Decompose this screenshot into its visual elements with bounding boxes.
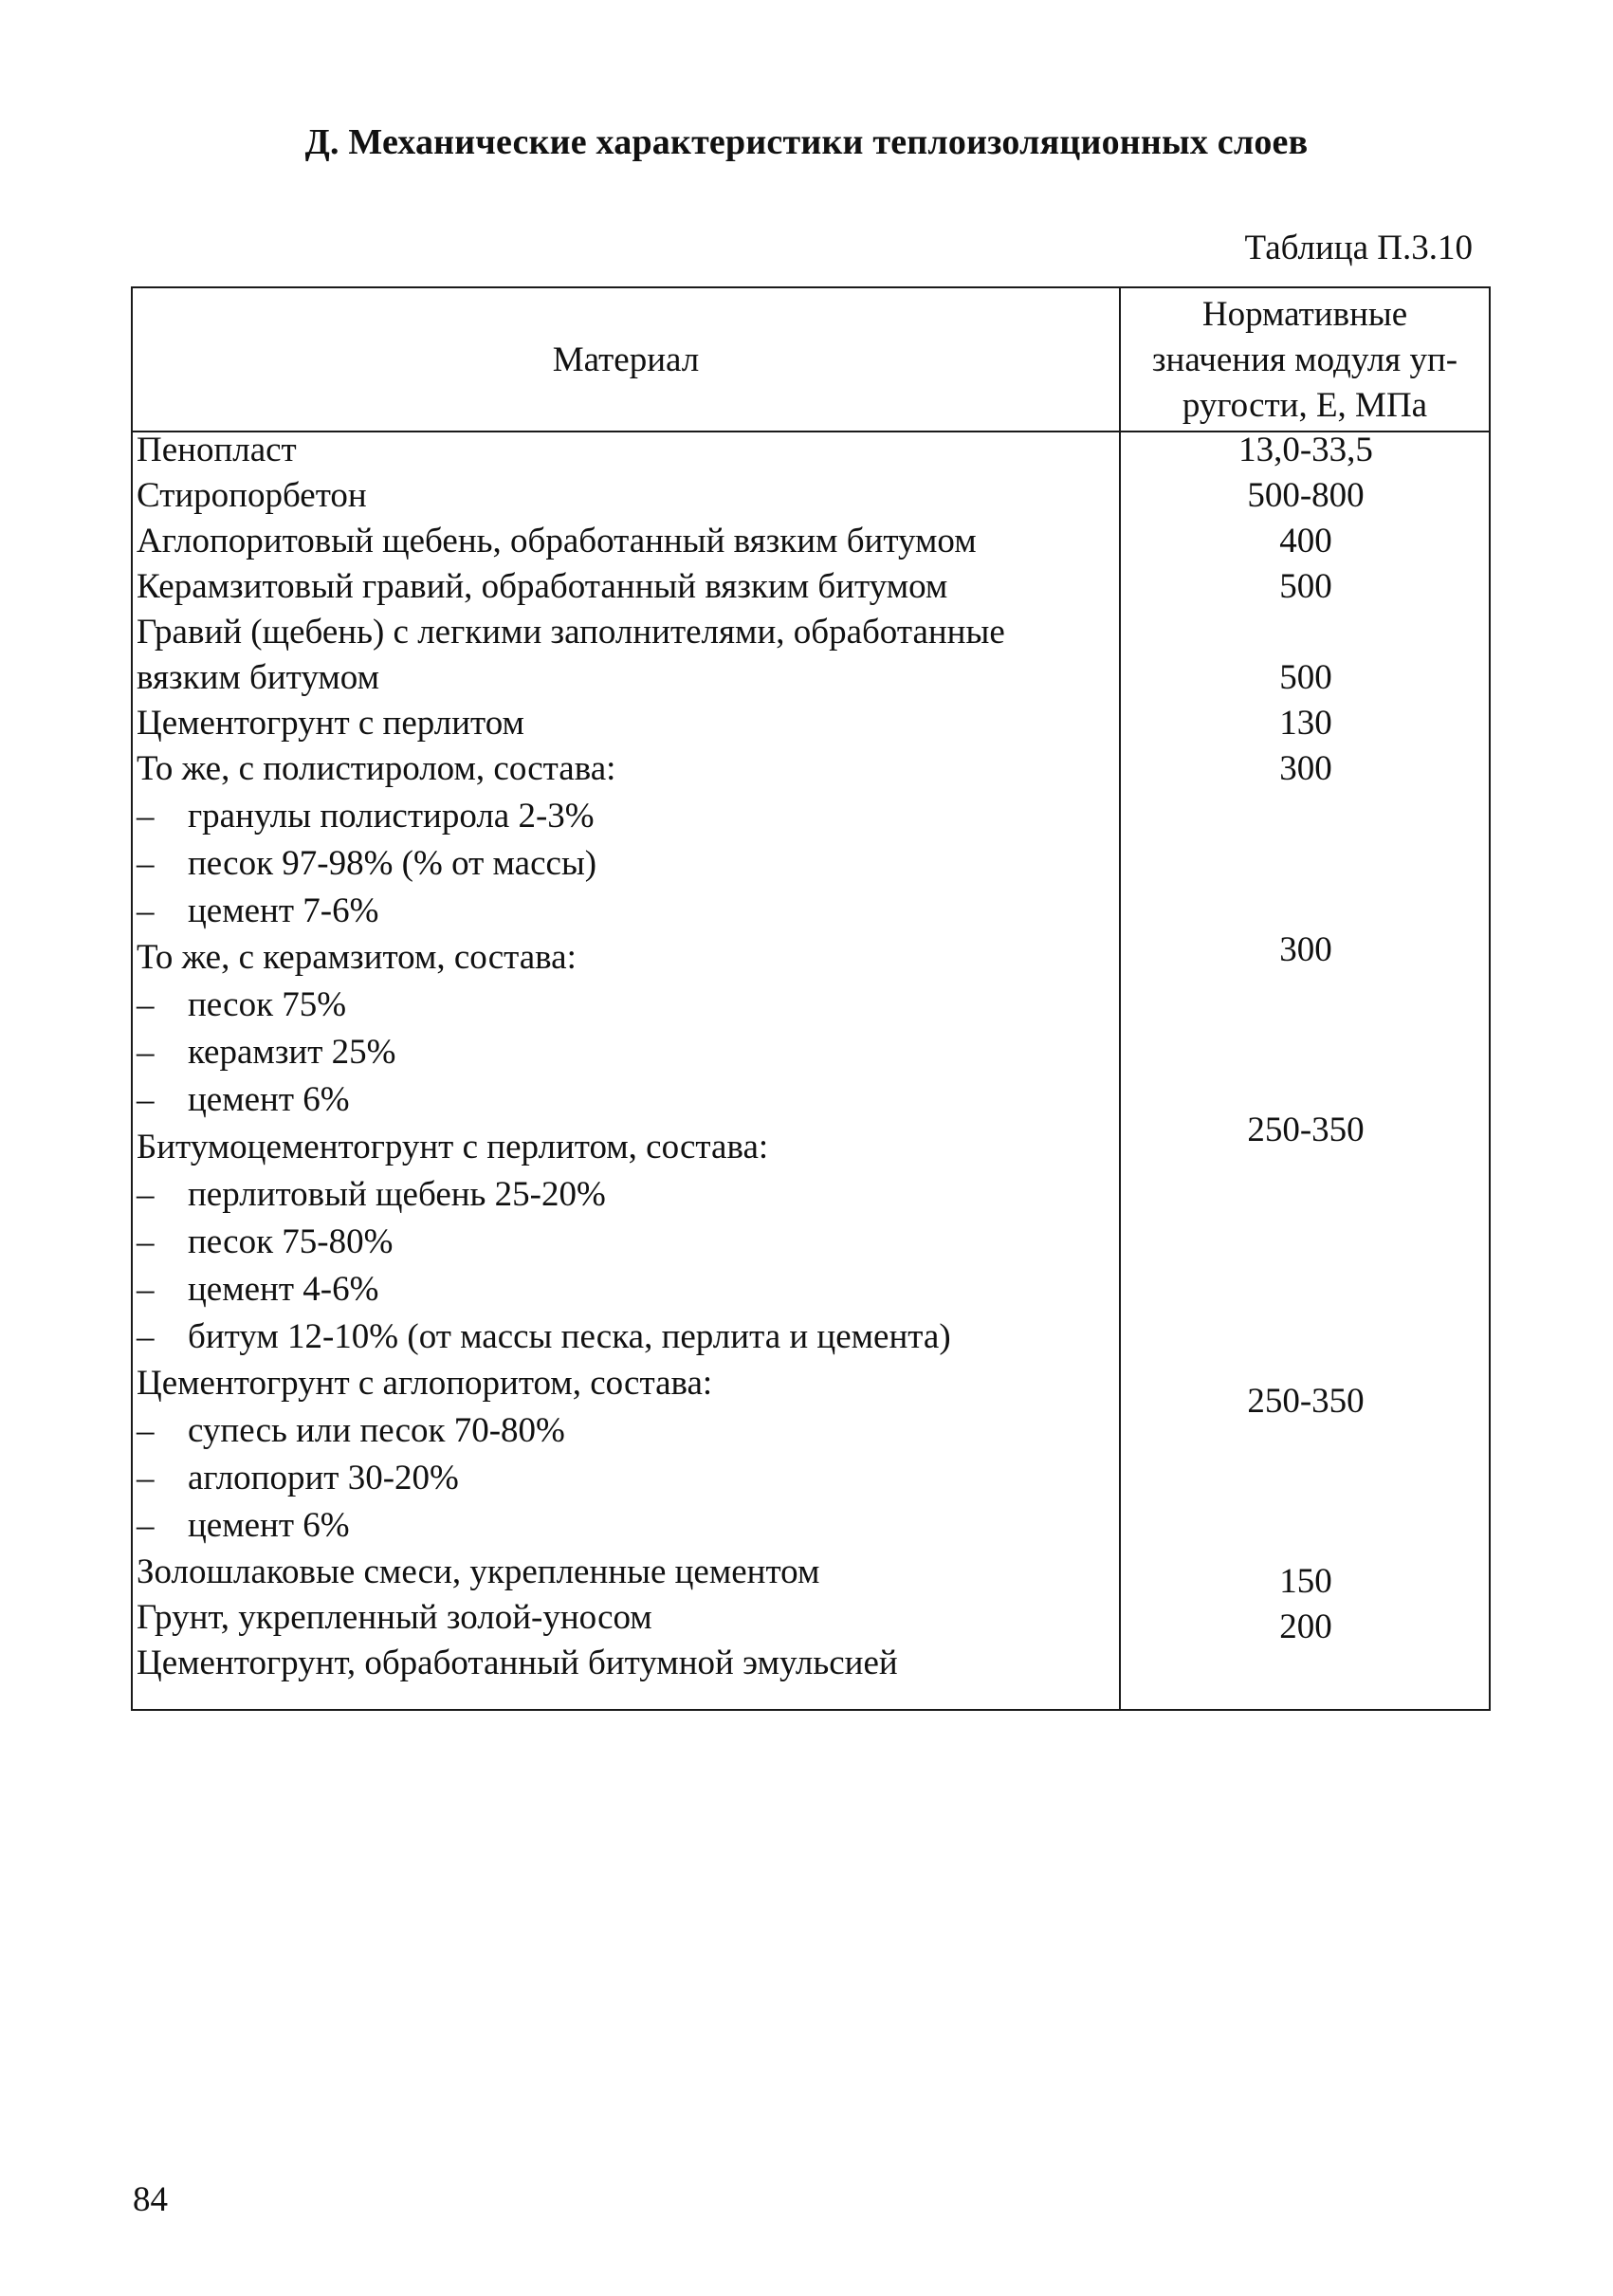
header-modulus (1121, 292, 1489, 429)
material-sub-line (137, 1172, 1166, 1218)
material-sub-text: аглопорит 30-20% (188, 1459, 459, 1497)
material-sub-line (137, 794, 1166, 839)
table-caption: Таблица П.3.10 (1244, 229, 1473, 267)
material-sub-line (137, 1220, 1166, 1265)
list-dash: – (137, 1506, 155, 1545)
material-sub-line (137, 1503, 1166, 1549)
list-dash: – (137, 1222, 155, 1261)
list-dash: – (137, 1317, 155, 1356)
material-sub-text: супесь или песок 70-80% (188, 1411, 565, 1450)
list-dash: – (137, 1411, 155, 1450)
modulus-value: 13,0-33,5 (1238, 431, 1373, 469)
material-line: То же, с полистиролом, состава: (137, 749, 616, 788)
list-dash: – (137, 1033, 155, 1072)
material-line: Керамзитовый гравий, обработанный вязким битумом (137, 567, 948, 606)
header-modulus-line: значения модуля уп- (1151, 340, 1458, 379)
material-sub-text: битум 12-10% (от массы песка, перлита и цемента) (188, 1317, 951, 1356)
material-sub-text: цемент 6% (188, 1506, 350, 1545)
material-sub-line (137, 889, 1166, 934)
material-line: Грунт, укрепленный золой-уносом (137, 1598, 652, 1637)
material-sub-line (137, 1267, 1166, 1313)
material-sub-line (137, 1456, 1166, 1501)
modulus-value: 200 (1279, 1607, 1332, 1646)
material-sub-text: цемент 6% (188, 1080, 350, 1119)
material-sub-line (137, 983, 1166, 1028)
material-sub-line (137, 1077, 1166, 1123)
list-dash: – (137, 985, 155, 1024)
material-line: Цементогрунт с аглопоритом, состава: (137, 1364, 713, 1403)
material-sub-text: цемент 7-6% (188, 891, 379, 930)
modulus-value: 300 (1279, 749, 1332, 788)
material-sub-line (137, 841, 1166, 887)
material-line: То же, с керамзитом, состава: (137, 938, 577, 977)
material-sub-text: песок 75-80% (188, 1222, 394, 1261)
list-dash: – (137, 1459, 155, 1497)
material-line: Цементогрунт, обработанный битумной эмульсией (137, 1644, 898, 1682)
header-material: Материал (552, 340, 700, 379)
header-modulus-line: Нормативные (1201, 295, 1408, 334)
material-sub-text: гранулы полистирола 2-3% (188, 797, 595, 836)
modulus-value: 250-350 (1247, 1111, 1365, 1149)
material-line: Битумоцементогрунт с перлитом, состава: (137, 1128, 769, 1166)
list-dash: – (137, 844, 155, 883)
list-dash: – (137, 891, 155, 930)
material-sub-text: керамзит 25% (188, 1033, 396, 1072)
material-line: Стиропорбетон (137, 476, 367, 515)
modulus-value: 500 (1279, 658, 1332, 697)
list-dash: – (137, 1080, 155, 1119)
material-sub-text: песок 75% (188, 985, 347, 1024)
modulus-value: 150 (1279, 1562, 1332, 1601)
material-line: вязким битумом (137, 658, 380, 697)
modulus-value: 500 (1279, 567, 1332, 606)
header-modulus-line: ругости, Е, МПа (1182, 386, 1428, 425)
material-line: Гравий (щебень) с легкими заполнителями, обработанные (137, 613, 1005, 652)
list-dash: – (137, 797, 155, 836)
section-heading: Д. Механические характеристики теплоизоляционных слоев (304, 122, 1309, 162)
table-header-row (133, 288, 1489, 432)
material-sub-line (137, 1314, 1166, 1360)
list-dash: – (137, 1175, 155, 1214)
material-sub-text: цемент 4-6% (188, 1270, 379, 1309)
material-line: Цементогрунт с перлитом (137, 704, 524, 743)
modulus-value: 250-350 (1247, 1382, 1365, 1421)
properties-table (131, 286, 1491, 1711)
material-line: Золошлаковые смеси, укрепленные цементом (137, 1552, 820, 1591)
material-sub-line (137, 1408, 1166, 1454)
material-sub-text: песок 97-98% (% от массы) (188, 844, 597, 883)
page-number: 84 (133, 2180, 168, 2219)
modulus-value: 400 (1279, 522, 1332, 560)
modulus-value: 500-800 (1247, 476, 1365, 515)
material-sub-line (137, 1030, 1166, 1075)
material-line: Аглопоритовый щебень, обработанный вязким битумом (137, 522, 977, 560)
modulus-value: 300 (1279, 930, 1332, 969)
list-dash: – (137, 1270, 155, 1309)
material-line: Пенопласт (137, 431, 297, 469)
material-sub-text: перлитовый щебень 25-20% (188, 1175, 606, 1214)
modulus-value: 130 (1279, 704, 1332, 743)
